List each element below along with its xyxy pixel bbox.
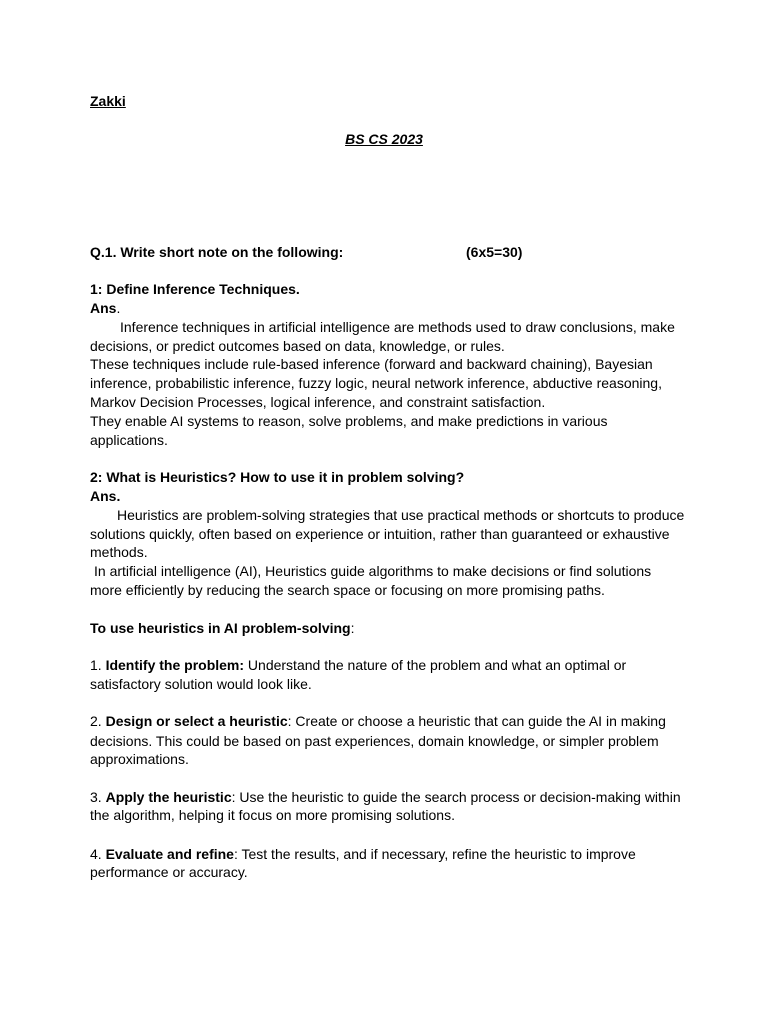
ans-punct: . — [116, 300, 121, 316]
step-term: Identify the problem: — [105, 657, 245, 673]
step-line: satisfactory solution would look like. — [90, 676, 312, 692]
use-heading-text: To use heuristics in AI problem-solving — [90, 620, 351, 636]
step-text: : Use the heuristic to guide the search process or decision-making within — [231, 789, 681, 805]
q1-line: Inference techniques in artificial intelligence are methods used to draw conclusions, make — [120, 319, 675, 335]
step-item — [90, 656, 626, 674]
q1-line: They enable AI systems to reason, solve problems, and make predictions in various — [90, 413, 608, 429]
step-line: decisions. This could be based on past experiences, domain knowledge, or simpler problem — [90, 733, 659, 749]
step-term: Apply the heuristic — [105, 789, 232, 805]
step-text: : Test the results, and if necessary, refine the heuristic to improve — [233, 846, 636, 862]
step-number: 2. — [90, 713, 102, 729]
use-heading — [90, 619, 354, 637]
step-line: the algorithm, helping it focus on more promising solutions. — [90, 807, 455, 823]
q1-line: decisions, or predict outcomes based on data, knowledge, or rules. — [90, 338, 505, 354]
q2-line: methods. — [90, 544, 148, 560]
step-number: 4. — [90, 846, 102, 862]
step-line: approximations. — [90, 751, 189, 767]
q1-line: inference, probabilistic inference, fuzzy logic, neural network inference, abductive reasoning, — [90, 375, 662, 391]
q1-line: These techniques include rule-based inference (forward and backward chaining), Bayesian — [90, 356, 653, 372]
q1-ans-label — [90, 299, 120, 317]
step-item — [90, 788, 681, 806]
step-item — [90, 845, 636, 863]
q2-line: In artificial intelligence (AI), Heuristics guide algorithms to make decisions or find solutions — [94, 563, 652, 579]
step-item — [90, 712, 666, 730]
q1-line: applications. — [90, 432, 168, 448]
step-text: Understand the nature of the problem and what an optimal or — [244, 657, 627, 673]
step-term: Evaluate and refine — [105, 846, 234, 862]
q2-line: Heuristics are problem-solving strategies that use practical methods or shortcuts to produce — [117, 507, 685, 523]
ans-label: Ans — [90, 300, 117, 316]
step-number: 1. — [90, 657, 102, 673]
question-marks: (6x5=30) — [466, 244, 523, 260]
class-title: BS CS 2023 — [345, 131, 423, 147]
question-heading: Q.1. Write short note on the following: — [90, 244, 344, 260]
step-line: performance or accuracy. — [90, 864, 248, 880]
step-text: : Create or choose a heuristic that can guide the AI in making — [287, 713, 666, 729]
q2-line: more efficiently by reducing the search space or focusing on more promising paths. — [90, 582, 605, 598]
use-heading-punct: : — [350, 620, 355, 636]
step-number: 3. — [90, 789, 102, 805]
q2-title: 2: What is Heuristics? How to use it in problem solving? — [90, 469, 465, 485]
q1-title: 1: Define Inference Techniques. — [90, 281, 300, 297]
step-term: Design or select a heuristic — [105, 713, 288, 729]
author-name: Zakki — [90, 93, 126, 109]
q2-line: solutions quickly, often based on experience or intuition, rather than guaranteed or exhaustive — [90, 526, 670, 542]
q1-line: Markov Decision Processes, logical inference, and constraint satisfaction. — [90, 394, 546, 410]
q2-ans-label: Ans. — [90, 488, 121, 504]
